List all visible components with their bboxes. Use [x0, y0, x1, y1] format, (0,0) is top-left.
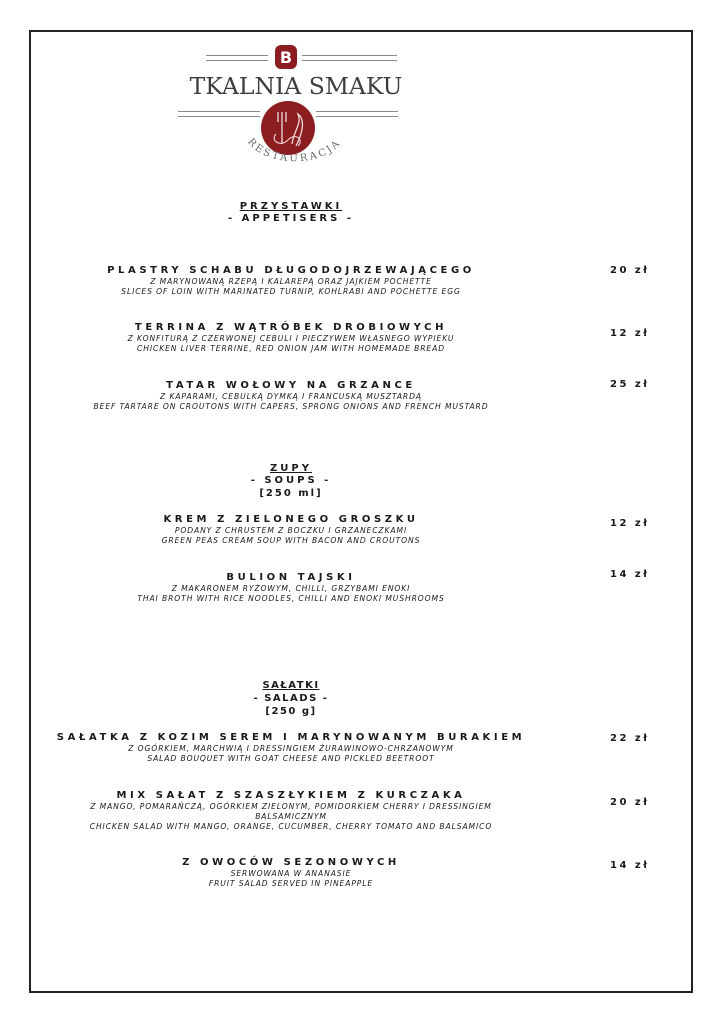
logo-subtitle: RESTAURACJA — [245, 136, 344, 165]
dish-description-en: CHICKEN SALAD WITH MANGO, ORANGE, CUCUMBER, CHERRY TOMATO AND BALSAMICO — [89, 822, 493, 831]
logo-emblem-icon — [240, 100, 350, 170]
dish-description-pl: SERWOWANA W ANANASIE — [230, 869, 352, 878]
dish-price: 20 zł — [610, 265, 650, 276]
dish-name: TERRINA Z WĄTRÓBEK DROBIOWYCH — [134, 322, 448, 333]
dish-description-pl: Z KAPARAMI, CEBULKĄ DYMKĄ I FRANCUSKĄ MUSZTARDĄ — [160, 392, 422, 401]
dish-description-pl: Z MAKARONEM RYŻOWYM, CHILLI, GRZYBAMI ENOKI — [171, 584, 411, 593]
dish-price: 12 zł — [610, 518, 650, 529]
logo-rule — [206, 60, 268, 61]
dish-price: 20 zł — [610, 797, 650, 808]
restaurant-name: TKALNIA SMAKU — [189, 72, 403, 100]
dish-name: MIX SAŁAT Z SZASZŁYKIEM Z KURCZAKA — [116, 790, 466, 801]
section-title-soups-pl: ZUPY — [270, 463, 312, 474]
dish-name: SAŁATKA Z KOZIM SEREM I MARYNOWANYM BURAKIEM — [56, 732, 526, 743]
section-portion-soups: [250 ml] — [259, 488, 323, 499]
dish-name: Z OWOCÓW SEZONOWYCH — [182, 857, 400, 868]
logo-badge-icon — [274, 44, 298, 70]
dish-price: 14 zł — [610, 860, 650, 871]
dish-description-pl-continued: BALSAMICZNYM — [255, 812, 327, 821]
dish-name: PLASTRY SCHABU DŁUGODOJRZEWAJĄCEGO — [107, 265, 475, 276]
dish-description-en: CHICKEN LIVER TERRINE, RED ONION JAM WITH HOMEMADE BREAD — [137, 344, 445, 353]
dish-description-en: SALAD BOUQUET WITH GOAT CHEESE AND PICKLED BEETROOT — [147, 754, 435, 763]
dish-description-pl: PODANY Z CHRUSTEM Z BOCZKU I GRZANECZKAMI — [174, 526, 408, 535]
dish-price: 14 zł — [610, 569, 650, 580]
dish-description-en: FRUIT SALAD SERVED IN PINEAPPLE — [208, 879, 374, 888]
section-portion-salads: [250 g] — [265, 706, 317, 717]
logo-rule — [302, 60, 397, 61]
section-title-appetisers-pl: PRZYSTAWKI — [239, 201, 343, 212]
logo-badge-letter: B — [279, 48, 293, 67]
section-title-salads-en: - SALADS - — [253, 693, 329, 704]
dish-name: BULION TAJSKI — [226, 572, 356, 583]
section-title-salads-pl: SAŁATKI — [262, 680, 320, 691]
logo-rule — [206, 55, 268, 56]
logo-rule — [302, 55, 397, 56]
dish-description-pl: Z MANGO, POMARAŃCZĄ, OGÓRKIEM ZIELONYM, POMIDORKIEM CHERRY I DRESSINGIEM — [90, 802, 492, 811]
dish-price: 12 zł — [610, 328, 650, 339]
menu-page-frame — [29, 30, 693, 993]
dish-description-pl: Z OGÓRKIEM, MARCHWIĄ I DRESSINGIEM ŻURAWINOWO-CHRZANOWYM — [128, 744, 454, 753]
section-title-appetisers-en: - APPETISERS - — [228, 213, 354, 224]
dish-description-pl: Z KONFITURĄ Z CZERWONEJ CEBULI I PIECZYWEM WŁASNEGO WYPIEKU — [127, 334, 455, 343]
dish-price: 22 zł — [610, 733, 650, 744]
dish-name: KREM Z ZIELONEGO GROSZKU — [163, 514, 419, 525]
dish-name: TATAR WOŁOWY NA GRZANCE — [166, 380, 416, 391]
dish-description-pl: Z MARYNOWANĄ RZEPĄ I KALAREPĄ ORAZ JAJKIEM POCHETTE — [150, 277, 432, 286]
dish-description-en: SLICES OF LOIN WITH MARINATED TURNIP, KOHLRABI AND POCHETTE EGG — [121, 287, 461, 296]
dish-description-en: THAI BROTH WITH RICE NOODLES, CHILLI AND ENOKI MUSHROOMS — [137, 594, 445, 603]
dish-description-en: BEEF TARTARE ON CROUTONS WITH CAPERS, SPRONG ONIONS AND FRENCH MUSTARD — [93, 402, 489, 411]
section-title-soups-en: - SOUPS - — [250, 475, 332, 486]
dish-description-en: GREEN PEAS CREAM SOUP WITH BACON AND CROUTONS — [161, 536, 421, 545]
dish-price: 25 zł — [610, 379, 650, 390]
